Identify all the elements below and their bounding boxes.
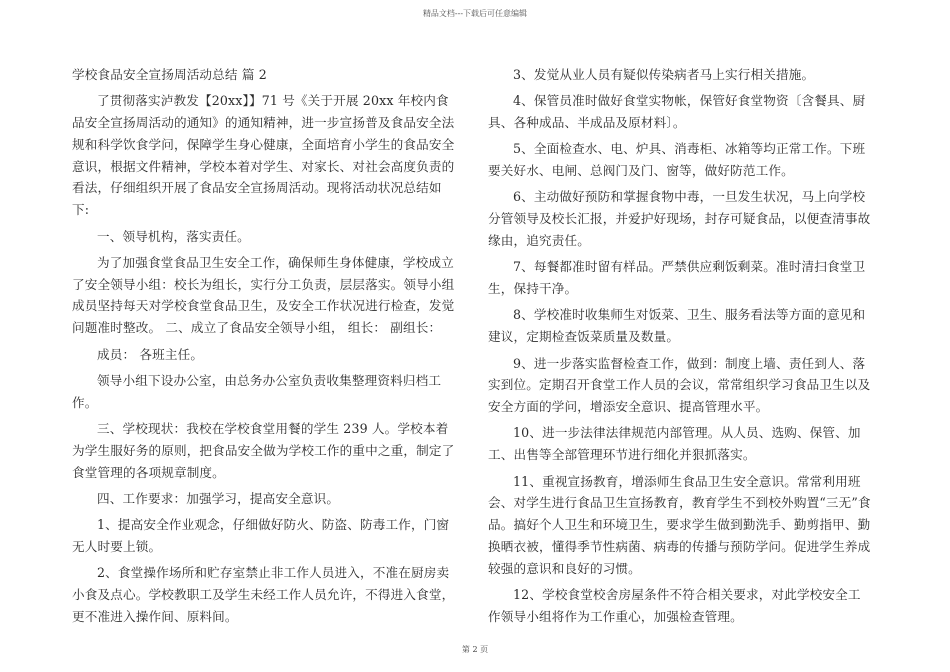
requirement-item-1: 1、提高安全作业观念，仔细做好防火、防盗、防毒工作，门窗无人时要上锁。: [72, 517, 450, 554]
requirement-item-11: 11、重视宣扬教育，增添师生食品卫生安全意识。常常利用班会、对学生进行食品卫生宣扬教育，教育学生不到校外购置“三无”食品。搞好个人卫生和环境卫生，要求学生做到勤洗手、勤剪指甲、勤换晒衣被，懂得季节性病菌、病毒的传播与预防学问。促进学生养成较强的意识和良好的习惯。: [488, 473, 871, 576]
page-number: 第 2 页: [461, 645, 489, 654]
requirement-item-7: 7、每餐都准时留有样品。严禁供应剩饭剩菜。准时清扫食堂卫生，保持干净。: [488, 259, 866, 297]
leadership-paragraph: 为了加强食堂食品卫生安全工作，确保师生身体健康，学校成立了安全领导小组：校长为组长，实行分工负责，层层落实。领导小组成员坚持每天对学校食堂食品卫生，及安全工作状况进行检查，发觉问题准时整改。 二、成立了食品安全领导小组， 组长： 副组长：: [72, 254, 455, 336]
requirement-item-12: 12、学校食堂校舍房屋条件不符合相关要求，对此学校安全工作领导小组将作为工作重心，加强检查管理。: [488, 587, 861, 624]
requirement-item-5: 5、全面检查水、电、炉具、消毒柜、冰箱等均正常工作。下班要关好水、电闸、总阀门及门、窗等，做好防范工作。: [488, 141, 866, 179]
section-heading-leadership: 一、领导机构，落实责任。: [97, 228, 250, 244]
requirement-item-8: 8、学校准时收集师生对饭菜、卫生、服务看法等方面的意见和建议，定期检查饭菜质量及数量。: [488, 307, 866, 345]
members-line: 成员： 各班主任。: [97, 346, 204, 362]
requirement-item-9: 9、进一步落实监督检查工作，做到：制度上墙、责任到人、落实到位。定期召开食堂工作人员的会议，常常组织学习食品卫生以及安全方面的学问，增添安全意识、提高管理水平。: [488, 355, 871, 415]
page-header: 精品文档---下载后可任意编辑: [422, 9, 528, 18]
document-title: 学校食品安全宣扬周活动总结 篇 2: [72, 67, 267, 82]
office-paragraph: 领导小组下设办公室，由总务办公室负责收集整理资料归档工作。: [72, 372, 442, 410]
requirement-item-6: 6、主动做好预防和掌握食物中毒，一旦发生状况，马上向学校分管领导及校长汇报，并爱护好现场，封存可疑食品，以便查清事故缘由，追究责任。: [488, 189, 871, 249]
intro-paragraph: 了贯彻落实泸教发【20xx】】71 号《关于开展 20xx 年校内食品安全宣扬周活动的通知》的通知精神，进一步宣扬普及食品安全法规和科学饮食学问，保障学生身心健康，全面培育小学生的食品安全意识，根据文件精神，学校本着对学生、对家长、对社会高度负责的看法，仔细组织开展了食品安全宣扬周活动。现将活动状况总结如下:: [72, 93, 455, 218]
requirement-item-10: 10、进一步法律法律规范内部管理。从人员、选购、保管、加工、出售等全部管理环节进行细化并狠抓落实。: [488, 425, 861, 463]
requirement-item-2: 2、食堂操作场所和贮存室禁止非工作人员进入，不准在厨房卖小食及点心。学校教职工及学生未经工作人员允许，不得进入食堂，更不准进入操作间、原料间。: [72, 565, 455, 624]
left-column: [72, 64, 456, 632]
section-heading-requirements: 四、工作要求：加强学习，提高安全意识。: [97, 490, 340, 506]
requirement-item-3: 3、发觉从业人员有疑似传染病者马上实行相关措施。: [513, 67, 815, 82]
school-status-paragraph: 三、学校现状：我校在学校食堂用餐的学生 239 人。学校本着为学生服好务的原则，把食品安全做为学校工作的重中之重，制定了食堂管理的各项规章制度。: [72, 420, 455, 480]
right-column: [488, 64, 872, 632]
requirement-item-4: 4、保管员准时做好食堂实物帐，保管好食堂物资〔含餐具、厨具、各种成品、半成品及原材料〕。: [488, 93, 866, 131]
